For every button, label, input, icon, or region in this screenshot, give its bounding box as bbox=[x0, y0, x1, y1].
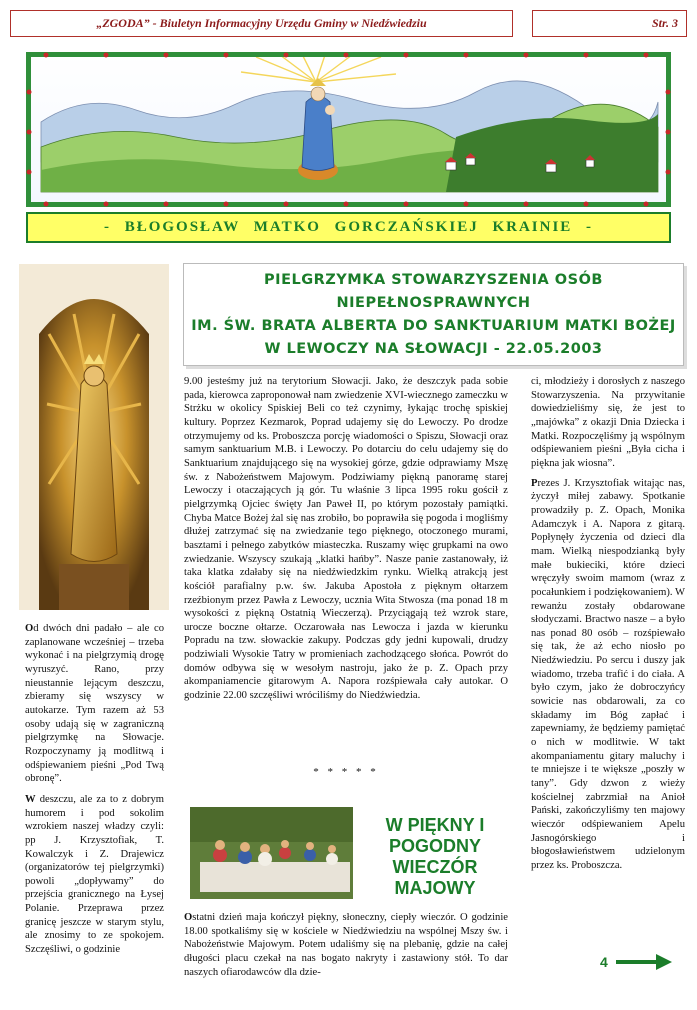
paragraph: ci, młodzieży i dorosłych z naszego Stowarzyszenia. Na przywitanie dowiedzieliśmy się, że jest to „majówka” z okazji Dnia Dziecka i Matki. Rozpoczęliśmy ją wspólnym odśpiewaniem pieśni „Była cicha i piękna jak wiosna”. bbox=[531, 376, 685, 469]
header-title-box bbox=[10, 10, 513, 37]
drop-cap: O bbox=[25, 623, 34, 634]
paragraph: 9.00 jesteśmy już na terytorium Słowacji. Jako, że deszczyk pada sobie pada, kierowca zaproponował nam zwiedzenie XVI-wiecznego zameczku w Strżku w okolicy Spiskiej Beli co też czynimy, łykając trochę spiskiej kultury. Poprzez Kezmarok, Poprad udajemy się do Lewoczy. Po drodze otrzymujemy od ks. Proboszcza porcję wiadomości o Spiszu, Słowacji oraz samym sanktuarium M.B. i Lewoczy. Po dotarciu do celu udajemy się do Sanktuarium znajdującego się na wysokiej górze, gdzie odprawiamy Mszę św. z Nabożeństwem Majowym. Podziwiamy piękną panoramę starej Lewoczy i otaczających ją gór. Tu właśnie 3 lipca 1995 roku gościł z pielgrzymką Ojciec święty Jan Paweł II, po którym pozostały pamiątki. Chyba Matce Bożej żal się nas zrobiło, bo poprawiła się pogoda i mogliśmy dłużej zatrzymać się na zwiedzanie tego pięknego, otoczonego murami, basztami i pełnego zabytków miasteczka. Ruszamy więc grupkami na owo zwiedzanie. Wszyscy szukają „klatki hańby”. Nasze panie zastanowały, iż taka klatka zdałaby się na niedźwiedzkim rynku. Wielką atrakcją jest kościół parafialny p.w. św. Jakuba Apostoła z pięknym ołtarzem rzeźbionym przez Pawła z Lewoczy, ucznia Wita Stwosza (ma ponad 18 m wysokości z piękną Ostatnią Wieczerzą). Przyciągają też wzrok stare, urocze boczne ołtarze. Oczarowała nas Lewocza i jazda w kierunku Popradu na tzw. słowackie zakupy. Podczas gdy jedni kupowali, drudzy podziwiali Wysokie Tatry w promieniach zachodzącego słońca. Powrót do domów odbywa się w wesołym nastroju, jako że p. Z. Opach przy akompaniamencie gitarowym A. Napora rozśpiewała cały autokar. O godzinie 22.00 szczęśliwi wróciliśmy do Niedźwiedzia. bbox=[184, 376, 508, 702]
drop-cap: O bbox=[184, 912, 193, 923]
section-separator: * * * * * bbox=[313, 766, 379, 778]
continued-page-link[interactable] bbox=[600, 954, 672, 970]
drop-cap: W bbox=[25, 793, 36, 805]
madonna-statue-photo bbox=[19, 264, 169, 610]
arrow-right-icon bbox=[616, 954, 672, 970]
article-headline-box bbox=[183, 263, 684, 366]
article-headline bbox=[184, 269, 683, 361]
article-column-3 bbox=[531, 375, 685, 873]
headline-line-3: W LEWOCZY NA SŁOWACJI - 22.05.2003 bbox=[264, 340, 603, 357]
subarticle-text bbox=[184, 911, 508, 979]
motto-text: - BŁOGOSŁAW MATKO GORCZAŃSKIEJ KRAINIE - bbox=[103, 219, 594, 235]
article-column-1 bbox=[25, 622, 164, 957]
motto-banner bbox=[26, 212, 671, 243]
headline-line-1: PIELGRZYMKA STOWARZYSZENIA OSÓB NIEPEŁNOSPRAWNYCH bbox=[264, 271, 603, 311]
subarticle-title: W PIĘKNY I POGODNY WIECZÓR MAJOWY bbox=[385, 815, 485, 898]
paragraph: deszczu, ale za to z dobrym humorem i pod sokolim wzrokiem naszej władzy czyli: pp J. Krzysztofiak, T. Kowalczyk i Z. Drajewicz (organizatorów tej pielgrzymki) powoli „dopływamy” do przejścia granicznego na Łysej Polanie. Przeprawa przez granicę jeszcze w starym stylu, ale znosimy to ze spokojem. Szczęśliwi, o godzinie bbox=[25, 793, 164, 956]
gathering-photo bbox=[190, 807, 353, 899]
article-column-2 bbox=[184, 375, 508, 703]
page-number-box bbox=[532, 10, 687, 37]
headline-line-2: IM. ŚW. BRATA ALBERTA DO SANKTUARIUM MATKI BOŻEJ bbox=[191, 317, 676, 334]
next-page-number: 4 bbox=[600, 954, 608, 970]
page-number: Str. 3 bbox=[651, 16, 678, 30]
header-title: „ZGODA” - Biuletyn Informacyjny Urzędu Gminy w Niedźwiedziu bbox=[96, 16, 427, 30]
paragraph: statni dzień maja kończył piękny, słoneczny, ciepły wieczór. O godzinie 18.00 spotkaliśmy się w kościele w Niedźwiedziu na wspólnej Mszy św. i Nabożeństwie Majowym. Potem udaliśmy się na plebanię, gdzie na całej długości placu czekał na nas bogato nakryty i zastawiony stół. To dar naszych ofiarodawców dla dzie- bbox=[184, 912, 508, 978]
drop-cap: P bbox=[531, 477, 538, 489]
paragraph: d dwóch dni padało – ale co zaplanowane wcześniej – trzeba wykonać i na pielgrzymią drogę wyruszyć. Rano, przy nieustannie lejącym deszczu, zbieramy się wszyscy w autokarze. Tym razem aż 53 osoby udają się w zagraniczną pielgrzymkę na Słowacje. Rozpoczynamy ją modlitwą i odśpiewaniem pieśni „Pod Twą obronę”. bbox=[25, 623, 164, 785]
paragraph: rezes J. Krzysztofiak witając nas, życzył miłej zabawy. Spotkanie prowadziły p. Z. Opach, Monika Adamczyk i A. Napora z gitarą. Popłynęły życzenia od dzieci dla mam. Wielką niespodzianką były małe bukieciki, które dzieci wręczyły swoim mamom (wraz z pocałunkiem i podziękowaniem). W rewanżu zostały obdarowane słodyczami. Bractwo nasze – a było nas ponad 80 osób – rozśpiewało się tak, że aż echo niosło po Niedźwiedziu. Po sercu i duszy jak wiadomo, trzeba trafić i do ciała. A było czym, jako że dobroczyńcy sowicie nas obdarowali, za co składamy im Bóg zapłać i zapewniamy, że będziemy pamiętać o nich w modlitwie. W takt akompaniamentu gitary maluchy i te mniejsze i te większe „poszły w tany”. Gdy dzwon z wieży kościelnej zabrzmiał na Anioł Pański, zakończyliśmy ten majowy wieczór odśpiewaniem Apelu Jasnogórskiego i błogosławieństwem udzielonym przez ks. Proboszcza. bbox=[531, 477, 685, 871]
banner-illustration bbox=[26, 52, 671, 207]
